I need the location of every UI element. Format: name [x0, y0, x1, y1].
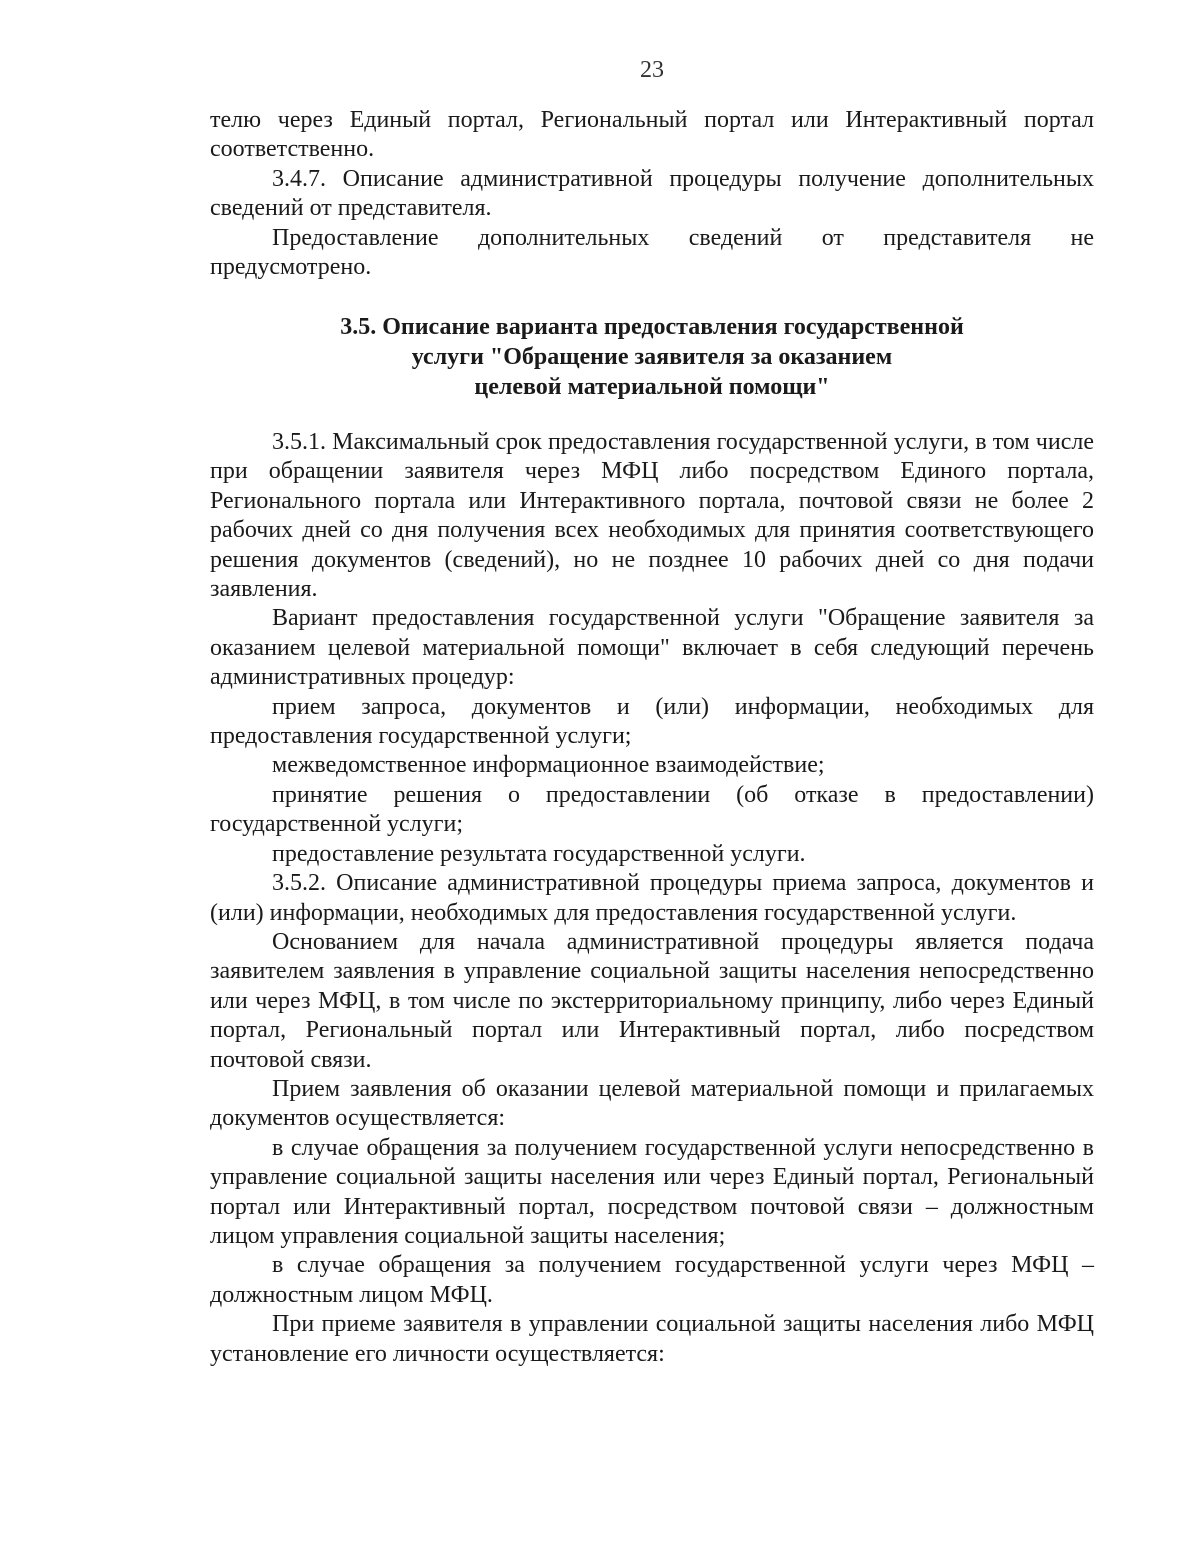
list-item-procedure: прием запроса, документов и (или) информации, необходимых для предоставления государственной услуги;	[210, 693, 1094, 750]
paragraph-3-5-2: 3.5.2. Описание административной процедуры приема запроса, документов и (или) информации, необходимых для предоставления государственной услуги.	[210, 870, 1094, 926]
paragraph-continuation: телю через Единый портал, Региональный портал или Интерактивный портал соответственно.	[210, 107, 1094, 163]
section-heading-line: целевой материальной помощи"	[474, 374, 830, 400]
paragraph-identity: При приеме заявителя в управлении социальной защиты населения либо МФЦ установление его личности осуществляется:	[210, 1311, 1094, 1367]
list-item-procedure: межведомственное информационное взаимодействие;	[272, 752, 825, 779]
paragraph-not-provided: Предоставление дополнительных сведений от представителя не предусмотрено.	[210, 224, 1094, 281]
list-item-case: в случае обращения за получением государственной услуги через МФЦ – должностным лицом МФЦ.	[210, 1252, 1094, 1308]
section-heading-line: 3.5. Описание варианта предоставления государственной	[340, 314, 964, 340]
section-heading-line: услуги "Обращение заявителя за оказанием	[411, 344, 893, 370]
paragraph-basis: Основанием для начала административной процедуры является подача заявителем заявления в управление социальной защиты населения непосредственно или через МФЦ, в том числе по экстерриториальному принципу, либо через Единый портал, Региональный портал или Интерактивный портал, либо посредством почтовой связи.	[210, 928, 1094, 1073]
list-item-procedure: предоставление результата государственной услуги.	[272, 840, 806, 867]
paragraph-reception: Прием заявления об оказании целевой материальной помощи и прилагаемых документов осуществляется:	[210, 1075, 1094, 1132]
page-number: 23	[640, 57, 664, 83]
list-item-case: в случае обращения за получением государственной услуги непосредственно в управление социальной защиты населения или через Единый портал, Региональный портал или Интерактивный портал, посредством почтовой связи – должностным лицом управления социальной защиты населения;	[210, 1134, 1094, 1249]
paragraph-3-4-7: 3.4.7. Описание административной процедуры получение дополнительных сведений от представителя.	[210, 165, 1094, 222]
top-text-block	[210, 106, 1094, 282]
paragraph-3-5-1: 3.5.1. Максимальный срок предоставления государственной услуги, в том числе при обращении заявителя через МФЦ либо посредством Единого портала, Регионального портала или Интерактивного портала, почтовой связи не более 2 рабочих дней со дня получения всех необходимых для принятия соответствующего решения документов (сведений), но не позднее 10 рабочих дней со дня подачи заявления.	[210, 429, 1094, 603]
list-item-procedure: принятие решения о предоставлении (об отказе в предоставлении) государственной услуги;	[210, 781, 1094, 838]
section-heading-3-5	[210, 312, 1094, 402]
main-text-block	[210, 428, 1094, 1369]
paragraph-variant-intro: Вариант предоставления государственной услуги "Обращение заявителя за оказанием целевой материальной помощи" включает в себя следующий перечень административных процедур:	[210, 605, 1094, 691]
